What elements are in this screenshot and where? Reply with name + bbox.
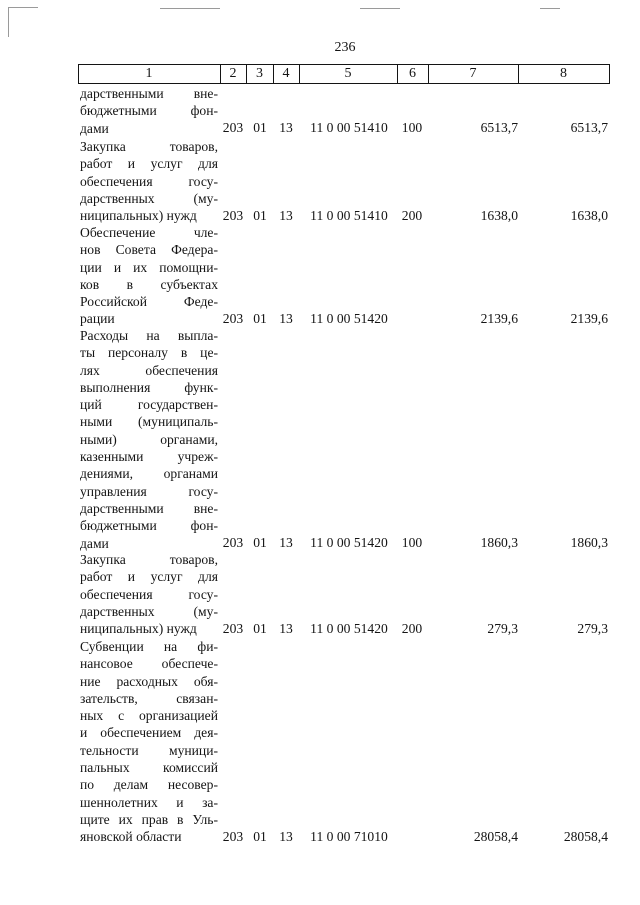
cell-vr: 100	[401, 535, 423, 550]
cell-amount-8: 6513,7	[570, 120, 608, 135]
scan-artifact	[360, 8, 400, 9]
cell-pr: 13	[279, 535, 293, 550]
header-col-8: 8	[560, 66, 567, 81]
cell-amount-7: 1860,3	[480, 535, 518, 550]
header-col-3: 3	[256, 66, 263, 81]
scan-artifact	[160, 8, 220, 9]
cell-rz: 01	[253, 535, 267, 550]
header-col-2: 2	[229, 66, 237, 81]
cell-vr: 200	[401, 621, 423, 636]
cell-csr: 11 0 00 51420	[310, 535, 388, 550]
cell-pr: 13	[279, 311, 293, 326]
cell-amount-7: 279,3	[487, 621, 518, 636]
cell-amount-8: 28058,4	[563, 829, 608, 844]
scan-artifact	[8, 7, 38, 8]
scan-artifact	[540, 8, 560, 9]
cell-adm: 203	[222, 829, 244, 844]
cell-rz: 01	[253, 311, 267, 326]
header-col-4: 4	[282, 66, 290, 81]
cell-csr: 11 0 00 51420	[310, 621, 388, 636]
cell-rz: 01	[253, 208, 267, 223]
row-description: Закупка товаров, работ и услуг для обеспечения госу- дарственных (му- ниципальных) нужд	[80, 139, 218, 224]
scan-artifact	[8, 7, 9, 37]
cell-vr: 100	[401, 120, 423, 135]
row-description: Субвенции на фи- нансовое обеспече- ние расходных обя- зательств, связан- ных с организацией и обеспечением дея- тельности муници- пальных комиссий по делам несовер- шеннолетних и за- щите их прав в Уль- яновской области	[80, 639, 218, 845]
cell-pr: 13	[279, 120, 293, 135]
cell-rz: 01	[253, 621, 267, 636]
header-col-6: 6	[409, 66, 416, 81]
cell-amount-7: 28058,4	[473, 829, 518, 844]
cell-csr: 11 0 00 51410	[310, 208, 388, 223]
cell-adm: 203	[222, 311, 244, 326]
row-description: Обеспечение чле- нов Совета Федера- ции и их помощни- ков в субъектах Российской Феде- рации	[80, 225, 218, 327]
cell-csr: 11 0 00 71010	[310, 829, 388, 844]
row-description: дарственными вне- бюджетными фон- дами	[80, 86, 218, 136]
header-divider	[609, 64, 610, 84]
cell-amount-8: 1638,0	[570, 208, 608, 223]
cell-amount-8: 2139,6	[570, 311, 608, 326]
cell-adm: 203	[222, 621, 244, 636]
cell-pr: 13	[279, 829, 293, 844]
cell-amount-8: 1860,3	[570, 535, 608, 550]
cell-adm: 203	[222, 120, 244, 135]
cell-vr: 200	[401, 208, 423, 223]
cell-amount-7: 2139,6	[480, 311, 518, 326]
cell-amount-8: 279,3	[577, 621, 608, 636]
header-col-7: 7	[469, 66, 477, 81]
cell-rz: 01	[253, 120, 267, 135]
cell-csr: 11 0 00 51410	[310, 120, 388, 135]
cell-pr: 13	[279, 208, 293, 223]
cell-adm: 203	[222, 208, 244, 223]
row-description: Расходы на выпла- ты персоналу в це- лях обеспечения выполнения функ- ций государствен- ными (муниципаль- ными) органами, казенными учреж- дениями, органами управления госу- дарственными вне- бюджетными фон- дами	[80, 328, 218, 551]
cell-adm: 203	[222, 535, 244, 550]
cell-amount-7: 6513,7	[480, 120, 518, 135]
cell-amount-7: 1638,0	[480, 208, 518, 223]
row-description: Закупка товаров, работ и услуг для обеспечения госу- дарственных (му- ниципальных) нужд	[80, 552, 218, 637]
cell-pr: 13	[279, 621, 293, 636]
header-col-1: 1	[145, 66, 153, 81]
cell-csr: 11 0 00 51420	[310, 311, 388, 326]
page-number: 236	[334, 40, 356, 55]
cell-rz: 01	[253, 829, 267, 844]
header-bottom-border	[78, 83, 610, 84]
header-col-5: 5	[344, 66, 352, 81]
